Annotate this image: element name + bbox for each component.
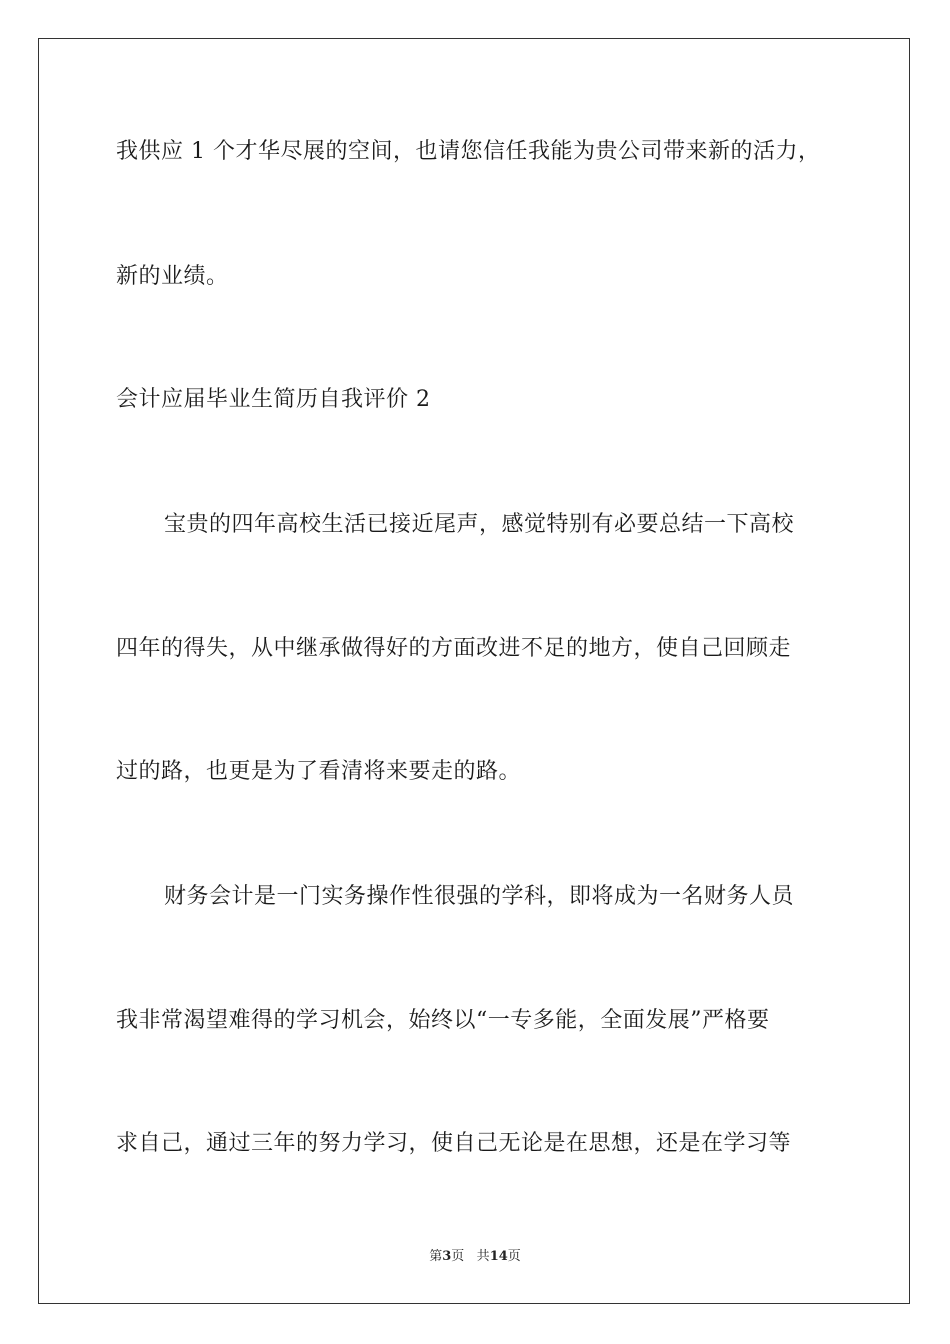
- body-text-line: 过的路，也更是为了看清将来要走的路。: [116, 759, 522, 784]
- body-text-line: 四年的得失，从中继承做得好的方面改进不足的地方，使自己回顾走: [116, 636, 792, 661]
- body-text-line: 我非常渴望难得的学习机会，始终以“一专多能，全面发展”严格要: [116, 1008, 770, 1033]
- total-unit: 页: [507, 1249, 521, 1264]
- body-text-line: 求自己，通过三年的努力学习，使自己无论是在思想，还是在学习等: [116, 1131, 792, 1156]
- page-border: [38, 38, 910, 1304]
- page-current: 3: [442, 1249, 452, 1264]
- total-prefix: 共: [476, 1249, 490, 1264]
- page-prefix: 第: [429, 1249, 443, 1264]
- paragraph-first-line: 宝贵的四年高校生活已接近尾声，感觉特别有必要总结一下高校: [164, 512, 795, 537]
- paragraph-first-line: 财务会计是一门实务操作性很强的学科，即将成为一名财务人员: [164, 884, 795, 909]
- page-unit: 页: [451, 1249, 465, 1264]
- body-text-line: 新的业绩。: [116, 264, 229, 289]
- section-heading: 会计应届毕业生简历自我评价 2: [116, 387, 431, 412]
- page-total: 14: [489, 1249, 508, 1264]
- page-footer: [0, 1248, 950, 1266]
- body-text-line: 我供应 1 个才华尽展的空间，也请您信任我能为贵公司带来新的活力，: [116, 139, 821, 164]
